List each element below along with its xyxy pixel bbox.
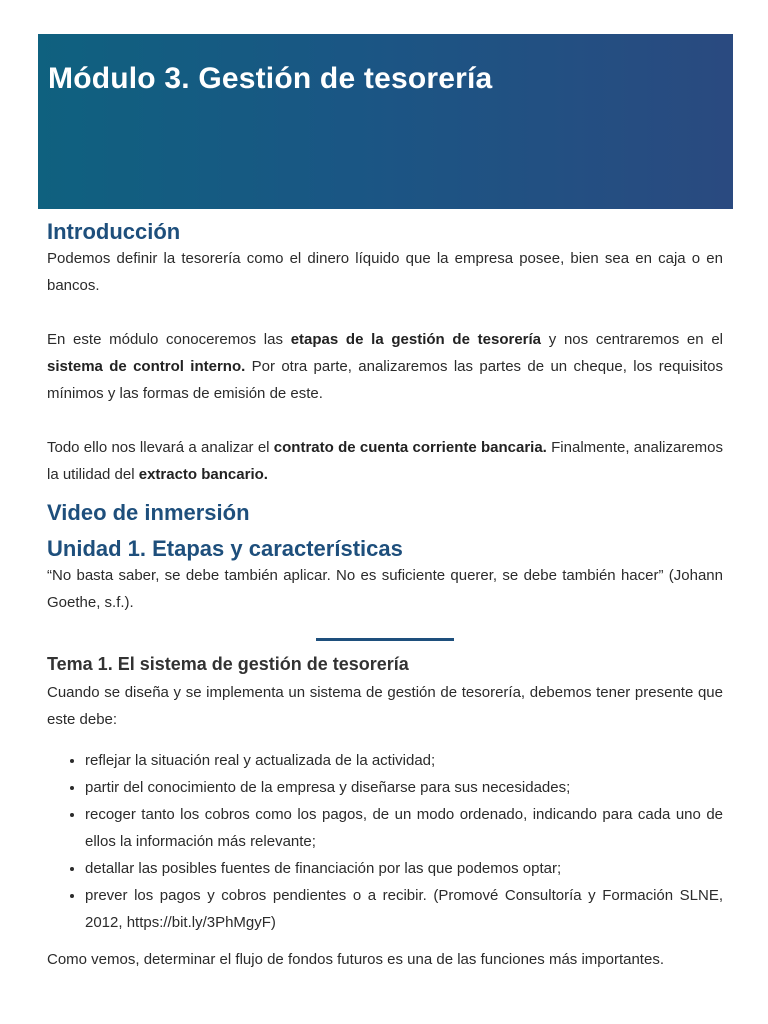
list-item: • detallar las posibles fuentes de financiación por las que podemos optar;	[85, 855, 723, 882]
module-content	[47, 216, 723, 973]
module-title: Módulo 3. Gestión de tesorería	[48, 62, 493, 95]
unit1-quote: “No basta saber, se debe también aplicar. No es suficiente querer, se debe también hacer” (Johann Goethe, s.f.).	[47, 567, 723, 611]
list-item: • recoger tanto los cobros como los pagos, de un modo ordenado, indicando para cada uno de ellos la información más relevante;	[85, 801, 723, 855]
section-divider	[316, 638, 454, 641]
tema1-heading: Tema 1. El sistema de gestión de tesorería	[47, 654, 409, 674]
module-banner	[38, 34, 733, 209]
tema1-lead: Cuando se diseña y se implementa un sistema de gestión de tesorería, debemos tener presente que este debe:	[47, 684, 723, 728]
intro-paragraph-1: Podemos definir la tesorería como el dinero líquido que la empresa posee, bien sea en caja o en bancos.	[47, 250, 723, 294]
tema1-closing: Como vemos, determinar el flujo de fondos futuros es una de las funciones más importantes.	[47, 951, 664, 968]
list-item: • prever los pagos y cobros pendientes o a recibir. (Promové Consultoría y Formación SLNE, 2012, https://bit.ly/3PhMgyF)	[85, 882, 723, 936]
intro-paragraph-3: Todo ello nos llevará a analizar el contrato de cuenta corriente bancaria. Finalmente, analizaremos la utilidad del extracto bancario.	[47, 439, 724, 483]
intro-paragraph-2: En este módulo conoceremos las etapas de la gestión de tesorería y nos centraremos en el sistema de control interno. Por otra parte, analizaremos las partes de un cheque, los requisitos mínimos y las formas de emisión de este.	[47, 331, 723, 402]
list-item: • partir del conocimiento de la empresa y diseñarse para sus necesidades;	[85, 774, 723, 801]
intro-heading: Introducción	[47, 219, 181, 244]
list-item: • reflejar la situación real y actualizada de la actividad;	[85, 747, 723, 774]
tema1-bullet-list	[47, 747, 723, 936]
video-heading: Video de inmersión	[47, 500, 250, 525]
unit1-heading: Unidad 1. Etapas y características	[47, 536, 403, 561]
